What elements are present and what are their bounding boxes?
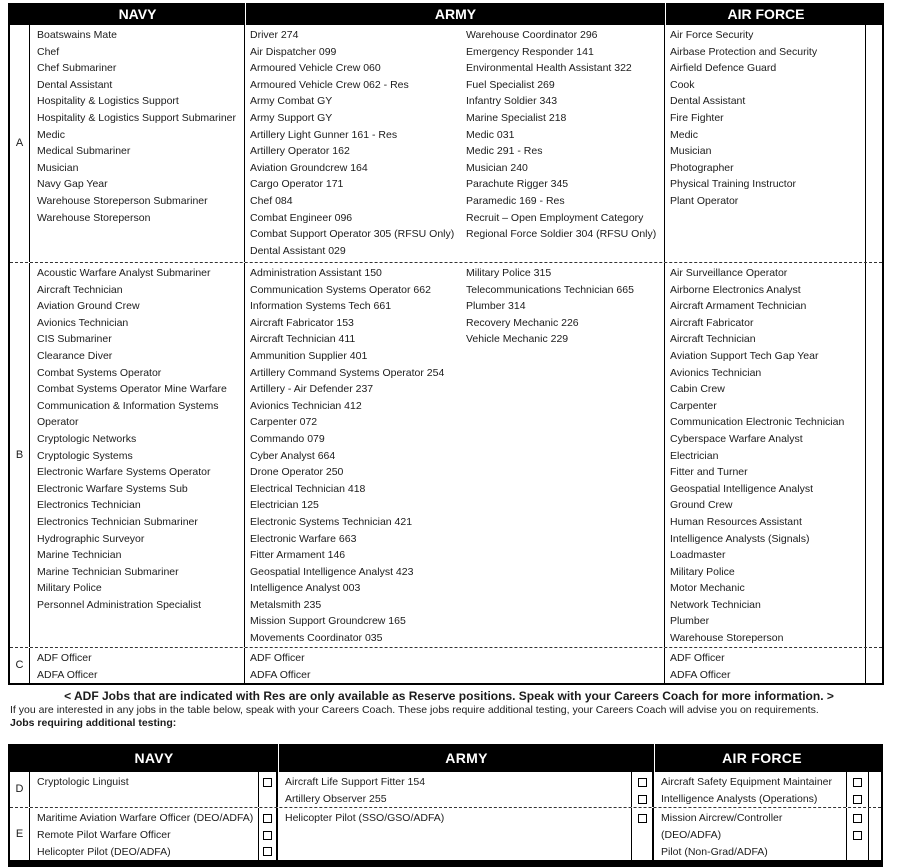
- job-item: Mission Aircrew/Controller (DEO/ADFA): [661, 812, 783, 841]
- job-item: Combat Support Operator 305 (RFSU Only): [250, 228, 455, 241]
- job-item: Electrical Technician 418: [250, 482, 366, 495]
- army-jobs-c-col2: [466, 650, 664, 683]
- checkbox-slot: [847, 827, 868, 844]
- header-navy: NAVY: [118, 6, 157, 22]
- additional-testing-table: [8, 744, 883, 867]
- job-item: Military Police 315: [466, 267, 552, 279]
- job-item: Vehicle Mechanic 229: [466, 333, 569, 346]
- job-item: Hospitality & Logistics Support: [37, 95, 179, 108]
- job-item: Drone Operator 250: [250, 466, 344, 479]
- checkbox-slot: [847, 810, 868, 827]
- job-item: Armoured Vehicle Crew 060: [250, 62, 381, 75]
- table-bottom-border: [10, 860, 881, 865]
- checkbox-slot: [632, 791, 652, 808]
- job-item: Artillery Observer 255: [285, 792, 387, 805]
- row-label-c: C: [10, 648, 30, 683]
- header-label-spacer: [10, 3, 30, 25]
- job-item: Aircraft Technician: [670, 333, 756, 346]
- job-item: Plant Operator: [670, 194, 739, 207]
- job-item: Cryptologic Networks: [37, 432, 137, 445]
- job-item: Communication & Information Systems Operator: [37, 399, 219, 429]
- job-item: Aircraft Fabricator 153: [250, 316, 354, 329]
- table-row-d: [10, 772, 881, 807]
- checkbox-slot: [632, 810, 652, 827]
- job-item: Electronic Warfare Systems Sub: [37, 482, 188, 495]
- header-air-force: AIR FORCE: [654, 744, 869, 772]
- job-item: Regional Force Soldier 304 (RFSU Only): [466, 228, 657, 241]
- job-item: Clearance Diver: [37, 349, 113, 362]
- air-force-checkboxes-d: [847, 772, 869, 807]
- job-item: Communication Electronic Technician: [670, 416, 845, 429]
- job-item: CIS Submariner: [37, 333, 112, 346]
- navy-jobs-d: [30, 772, 259, 807]
- job-item: Combat Systems Operator: [37, 366, 162, 379]
- job-item: Aircraft Technician: [37, 283, 123, 296]
- job-item: Chef Submariner: [37, 62, 117, 75]
- navy-jobs-c: [30, 648, 245, 683]
- job-item: Remote Pilot Warfare Officer: [37, 828, 171, 841]
- job-item: Geospatial Intelligence Analyst: [670, 482, 814, 495]
- job-item: Dental Assistant: [37, 78, 113, 91]
- table-row-c: [10, 647, 882, 683]
- job-item: Metalsmith 235: [250, 598, 322, 611]
- job-item: Artillery Command Systems Operator 254: [250, 366, 445, 379]
- job-item: Plumber 314: [466, 300, 526, 313]
- army-jobs-c: [245, 648, 665, 683]
- job-item: Fuel Specialist 269: [466, 78, 555, 91]
- bottom-table-header: [10, 744, 881, 772]
- checkbox-slot: [632, 774, 652, 791]
- right-spacer-a: [866, 25, 882, 262]
- army-jobs-a-col2: [466, 27, 664, 262]
- header-army: ARMY: [278, 744, 654, 772]
- job-item: Warehouse Storeperson Submariner: [37, 194, 208, 207]
- job-item: Infantry Soldier 343: [466, 95, 558, 108]
- job-item: Communication Systems Operator 662: [250, 283, 431, 296]
- job-item: Plumber: [670, 615, 710, 628]
- job-item: Pilot (Non-Grad/ADFA): [661, 845, 768, 858]
- job-item: Hospitality & Logistics Support Submariner: [37, 111, 237, 124]
- header-air-force: AIR FORCE: [665, 3, 866, 25]
- job-item: Acoustic Warfare Analyst Submariner: [37, 267, 211, 279]
- job-item: Marine Technician: [37, 549, 122, 562]
- job-checkbox[interactable]: [263, 831, 272, 840]
- header-right-spacer: [866, 3, 882, 25]
- table-row-b: [10, 262, 882, 647]
- air-force-jobs-b: [665, 263, 866, 647]
- job-item: Cabin Crew: [670, 383, 725, 396]
- air-force-jobs-c: [665, 648, 866, 683]
- job-item: Aircraft Safety Equipment Maintainer: [661, 776, 832, 789]
- job-item: Fitter Armament 146: [250, 549, 346, 562]
- job-item: Air Dispatcher 099: [250, 45, 337, 58]
- job-item: Cyber Analyst 664: [250, 449, 336, 462]
- job-item: Air Surveillance Operator: [670, 267, 788, 279]
- job-item: Maritime Aviation Warfare Officer (DEO/ADFA): [37, 812, 254, 825]
- checkbox-slot: [259, 844, 276, 861]
- job-item: Combat Systems Operator Mine Warfare: [37, 383, 227, 396]
- job-item: Cryptologic Linguist: [37, 776, 129, 789]
- job-item: Aviation Groundcrew 164: [250, 161, 368, 174]
- job-item: Ground Crew: [670, 499, 733, 512]
- job-item: Avionics Technician 412: [250, 399, 362, 412]
- header-navy: NAVY: [134, 750, 174, 767]
- job-item: Dental Assistant: [670, 95, 746, 108]
- job-item: Musician: [670, 145, 712, 158]
- army-jobs-c-col1: [250, 650, 466, 683]
- job-item: Human Resources Assistant: [670, 515, 802, 528]
- job-item: Artillery Operator 162: [250, 145, 350, 158]
- army-checkboxes-e: [632, 808, 654, 860]
- row-label-a: A: [10, 25, 30, 262]
- job-item: ADF Officer: [37, 652, 92, 664]
- job-item: Electronics Technician Submariner: [37, 515, 198, 528]
- job-item: Fitter and Turner: [670, 466, 748, 479]
- job-item: Telecommunications Technician 665: [466, 283, 634, 296]
- job-item: Cook: [670, 78, 695, 91]
- job-item: Geospatial Intelligence Analyst 423: [250, 565, 414, 578]
- job-item: Commando 079: [250, 432, 325, 445]
- job-item: Chef: [37, 45, 60, 58]
- job-item: Medic: [670, 128, 699, 141]
- job-item: Motor Mechanic: [670, 582, 745, 595]
- notes-section: [0, 685, 898, 729]
- navy-jobs-a: [30, 25, 245, 262]
- checkbox-slot: [259, 774, 276, 791]
- job-item: Recovery Mechanic 226: [466, 316, 579, 329]
- adf-jobs-table: [8, 3, 884, 685]
- job-item: ADFA Officer: [250, 668, 311, 681]
- job-item: Administration Assistant 150: [250, 267, 382, 279]
- job-checkbox[interactable]: [638, 778, 647, 787]
- army-jobs-e: [278, 808, 632, 860]
- army-jobs-b: [245, 263, 665, 647]
- job-item: Network Technician: [670, 598, 761, 611]
- air-force-jobs-d: [654, 772, 847, 807]
- job-item: Information Systems Tech 661: [250, 300, 392, 313]
- job-item: Musician: [37, 161, 79, 174]
- job-item: Carpenter 072: [250, 416, 318, 429]
- job-item: Artillery Light Gunner 161 - Res: [250, 128, 398, 141]
- job-item: Boatswains Mate: [37, 29, 117, 41]
- header-label-spacer: [10, 744, 30, 772]
- row-label-d: D: [10, 772, 30, 807]
- job-item: Marine Specialist 218: [466, 111, 567, 124]
- job-item: Avionics Technician: [670, 366, 762, 379]
- job-item: Warehouse Storeperson: [670, 632, 784, 645]
- job-item: Military Police: [670, 565, 735, 578]
- job-item: Physical Training Instructor: [670, 178, 797, 191]
- job-checkbox[interactable]: [263, 814, 272, 823]
- job-item: Fire Fighter: [670, 111, 724, 124]
- job-item: Personnel Administration Specialist: [37, 598, 202, 611]
- job-item: Air Force Security: [670, 29, 754, 41]
- job-item: Army Support GY: [250, 111, 333, 124]
- testing-info: If you are interested in any jobs in the table below, speak with your Careers Coach. These jobs require additional testing, your Careers Coach will advise you on requirements.: [10, 704, 819, 717]
- job-item: Electronics Technician: [37, 499, 141, 512]
- navy-checkboxes-e: [259, 808, 278, 860]
- job-item: Warehouse Coordinator 296: [466, 29, 598, 41]
- job-item: Aviation Support Tech Gap Year: [670, 349, 819, 362]
- testing-heading: Jobs requiring additional testing:: [10, 717, 177, 730]
- job-item: Ammunition Supplier 401: [250, 349, 368, 362]
- job-item: Intelligence Analyst 003: [250, 582, 361, 595]
- job-item: Intelligence Analysts (Signals): [670, 532, 810, 545]
- job-item: Airfield Defence Guard: [670, 62, 777, 75]
- row-label-b: B: [10, 263, 30, 647]
- air-force-checkboxes-e: [847, 808, 869, 860]
- job-item: Cryptologic Systems: [37, 449, 133, 462]
- job-item: Navy Gap Year: [37, 178, 108, 191]
- job-item: Chef 084: [250, 194, 293, 207]
- job-item: Movements Coordinator 035: [250, 632, 383, 645]
- job-item: Cargo Operator 171: [250, 178, 344, 191]
- job-item: Intelligence Analysts (Operations): [661, 792, 818, 805]
- job-item: Carpenter: [670, 399, 717, 412]
- job-item: Driver 274: [250, 29, 299, 41]
- army-jobs-a: [245, 25, 665, 262]
- job-checkbox[interactable]: [853, 778, 862, 787]
- job-item: Airbase Protection and Security: [670, 45, 818, 58]
- right-spacer-e: [869, 808, 881, 860]
- job-item: Electronic Warfare Systems Operator: [37, 466, 211, 479]
- navy-jobs-b: [30, 263, 245, 647]
- job-item: ADFA Officer: [670, 668, 731, 681]
- job-item: Combat Engineer 096: [250, 211, 353, 224]
- job-item: Electronic Systems Technician 421: [250, 515, 413, 528]
- job-item: Aircraft Life Support Fitter 154: [285, 776, 426, 789]
- row-label-e: E: [10, 808, 30, 860]
- right-spacer-b: [866, 263, 882, 647]
- job-item: Dental Assistant 029: [250, 244, 346, 257]
- air-force-jobs-e: [654, 808, 847, 860]
- army-jobs-b-col1: [250, 265, 466, 647]
- job-item: Aircraft Technician 411: [250, 333, 356, 346]
- job-item: Mission Support Groundcrew 165: [250, 615, 406, 628]
- job-item: Hydrographic Surveyor: [37, 532, 145, 545]
- air-force-jobs-a: [665, 25, 866, 262]
- job-item: Cyberspace Warfare Analyst: [670, 432, 803, 445]
- job-checkbox[interactable]: [853, 831, 862, 840]
- checkbox-slot: [259, 810, 276, 827]
- job-checkbox[interactable]: [853, 795, 862, 804]
- job-item: Electrician: [670, 449, 719, 462]
- header-army: ARMY: [245, 3, 665, 25]
- job-item: Electrician 125: [250, 499, 319, 512]
- job-item: Environmental Health Assistant 322: [466, 62, 632, 75]
- job-item: Photographer: [670, 161, 734, 174]
- job-item: Paramedic 169 - Res: [466, 194, 565, 207]
- job-item: ADF Officer: [670, 652, 725, 664]
- job-item: Aircraft Armament Technician: [670, 300, 807, 313]
- checkbox-slot: [259, 827, 276, 844]
- job-item: Helicopter Pilot (SSO/GSO/ADFA): [285, 812, 445, 825]
- job-item: Medic 291 - Res: [466, 145, 543, 158]
- army-jobs-d: [278, 772, 632, 807]
- job-item: Medic: [37, 128, 66, 141]
- job-item: Emergency Responder 141: [466, 45, 594, 58]
- right-spacer-d: [869, 772, 881, 807]
- job-checkbox[interactable]: [853, 814, 862, 823]
- job-item: Artillery - Air Defender 237: [250, 383, 374, 396]
- job-item: Warehouse Storeperson: [37, 211, 151, 224]
- reserve-note: < ADF Jobs that are indicated with Res are only available as Reserve positions. Speak with your Careers Coach for more information. >: [64, 689, 834, 704]
- job-item: Helicopter Pilot (DEO/ADFA): [37, 845, 171, 858]
- job-checkbox[interactable]: [263, 778, 272, 787]
- job-item: Loadmaster: [670, 549, 726, 562]
- job-item: Musician 240: [466, 161, 528, 174]
- table-row-e: [10, 807, 881, 860]
- job-item: Armoured Vehicle Crew 062 - Res: [250, 78, 409, 91]
- checkbox-slot: [847, 791, 868, 808]
- navy-jobs-e: [30, 808, 259, 860]
- top-table-header: [10, 3, 882, 25]
- job-item: Medical Submariner: [37, 145, 131, 158]
- job-item: Avionics Technician: [37, 316, 129, 329]
- job-item: ADF Officer: [250, 652, 305, 664]
- job-checkbox[interactable]: [263, 847, 272, 856]
- navy-checkboxes-d: [259, 772, 278, 807]
- job-item: Aviation Ground Crew: [37, 300, 140, 313]
- checkbox-slot: [847, 774, 868, 791]
- header-right-spacer: [869, 744, 881, 772]
- army-jobs-b-col2: [466, 265, 664, 647]
- job-item: Airborne Electronics Analyst: [670, 283, 801, 296]
- table-row-a: [10, 25, 882, 262]
- job-item: Army Combat GY: [250, 95, 333, 108]
- job-item: Military Police: [37, 582, 102, 595]
- army-jobs-a-col1: [250, 27, 466, 262]
- job-checkbox[interactable]: [638, 814, 647, 823]
- job-item: Medic 031: [466, 128, 515, 141]
- adf-jobs-sheet: [0, 3, 898, 860]
- job-item: ADFA Officer: [37, 668, 98, 681]
- job-item: Marine Technician Submariner: [37, 565, 179, 578]
- right-spacer-c: [866, 648, 882, 683]
- job-item: Electronic Warfare 663: [250, 532, 357, 545]
- job-item: Parachute Rigger 345: [466, 178, 569, 191]
- job-item: Recruit – Open Employment Category: [466, 211, 644, 224]
- army-checkboxes-d: [632, 772, 654, 807]
- job-item: Aircraft Fabricator: [670, 316, 754, 329]
- job-checkbox[interactable]: [638, 795, 647, 804]
